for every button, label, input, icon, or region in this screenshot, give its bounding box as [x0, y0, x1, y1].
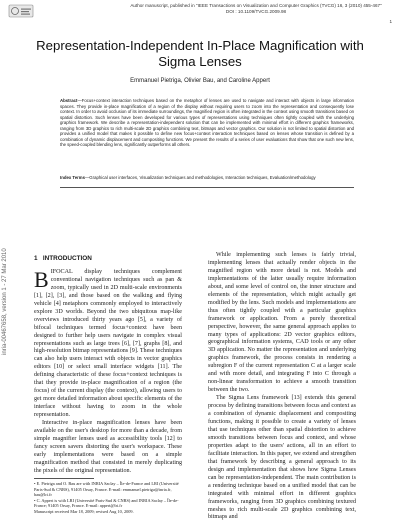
right-column [208, 252, 356, 522]
section-number: 1 [34, 255, 38, 262]
abstract [60, 98, 354, 148]
index-terms [60, 175, 354, 181]
header-doi: DOI : 10.1109/TVCG.2009.98 [225, 8, 287, 14]
footnotes [34, 481, 182, 515]
footnote-1: • E. Pietriga and O. Bau are with INRIA Saclay – Île-de-France and LRI (Université Paris-Sud & CNRS), 91405 Orsay, France. E-mail: emmanuel.pietriga@inria.fr, bau@lri.fr [34, 481, 179, 498]
right-paragraph-2: The Sigma Lens framework [13] extends this general process by defining transitions between focus and context as a combination of dynamic displacement and compositing functions, making it possible to create a variety of lenses that use techniques other than spatial distortion to achieve smooth transitions between focus and context, and whose properties adapt to the users' actions, all in an effort to facilitate interaction. In this paper, we extend and strengthen that framework by describing a general approach to its design and implementation that shows how Sigma Lenses can be representation-independent. The main contribution is a rendering technique based on a unified model that can be integrated with minimal effort in different graphics frameworks, ranging from 3D graphics combining textured meshes to rich multi-scale 2D graphics combining text, bitmaps and [208, 395, 356, 521]
abstract-rule [60, 187, 354, 188]
left-column [34, 255, 182, 476]
footnote-2: • C. Appert is with LRI (Université Paris-Sud & CNRS) and INRIA Saclay – Île-de-France; 91405 Orsay, France. E-mail: appert@lri.fr [34, 497, 179, 509]
manuscript-header [120, 3, 392, 15]
abstract-label: Abstract [60, 98, 78, 103]
ieee-logo [8, 3, 34, 19]
intro-paragraph-2: Interactive in-place magnification lenses have been available on the user's desktop for more than a decade, from simple magnifier lenses used as accessibility tools [12] to fancy screen savers distorting the user's workspace. These early implementations were based on a simple magnification method that consisted in merely duplicating the pixels of the original representation. [34, 420, 182, 474]
index-terms-label: Index Terms [60, 175, 85, 180]
drop-cap: B [34, 266, 49, 292]
abstract-text: —Focus+context interaction techniques based on the metaphor of lenses are used to navigate and interact with objects in large information spaces. They provide in-place magnification of a region of the display without requiring users to zoom into the representation and consequently lose context. In order to avoid occlusion of its immediate surroundings, the magnified region is often integrated in the context using smooth transitions based on spatial distortion. Such lenses have been developed for various types of representations using techniques often tightly coupled with the underlying graphics framework. We describe a representation-independent solution that can be implemented with minimal effort in different graphics frameworks, ranging from 3D graphics to rich multi-scale 2D graphics combining text, bitmaps and vector graphics. Our solution is not limited to spatial distortion and provides a unified model that makes it possible to define new focus+context interaction techniques based on lenses whose transition is defined by a combination of dynamic displacement and compositing functions. We present the results of a series of user evaluations that show that one such new lens, the speed-coupled blending lens, significantly outperforms all others. [60, 98, 354, 147]
section-heading [34, 255, 182, 263]
right-paragraph-1: While implementing such lenses is fairly trivial, implementing lenses that actually render objects in the magnified region with more detail is not. Models and implementations of the latter usually require information about, and some level of control on, the inner structure and elements of the representation, which might actually get modified by the lens. Such models and implementations are thus often tightly coupled with a particular graphics framework or application. From a purely theoretical perspective, however, the same general approach applies to many types of applications: 2D vector graphics editors, geographical information systems, CAD tools or any other 3D application. No matter the representation and underlying graphics framework, the process consists in rendering a subregion F of the current representation C at a larger scale and with more detail, and integrating F into C through a non-linear transformation to achieve a smooth transition between the two. [208, 252, 356, 394]
intro-paragraph-1 [34, 266, 182, 420]
section-title: INTRODUCTION [42, 255, 92, 262]
index-terms-text: —Graphical user interfaces, Visualization techniques and methodologies, Interaction techniques, Evaluation/methodology [85, 175, 316, 180]
hal-sidebar-id [0, 180, 14, 360]
page-number: 1 [389, 19, 392, 24]
paper-title: Representation-Independent In-Place Magnification with Sigma Lenses [36, 38, 364, 69]
paper-authors: Emmanuel Pietriga, Olivier Bau, and Caroline Appert [130, 78, 270, 84]
manuscript-received: Manuscript received Mar 18, 2009; revised Aug 10, 2009. [34, 508, 134, 514]
hal-id-text: inria-00467658, version 1 - 27 Mar 2010 [2, 248, 8, 355]
footnote-rule [34, 478, 94, 479]
intro-paragraph-1-text: IFOCAL display techniques complement conventional navigation techniques such as pan & zoom, typically used in 2D multi-scale environments [1], [2], [3], and those based on the walking and flying vehicle [4] metaphors commonly employed to interactively explore 3D worlds. Beyond the two ubiquitous map-like overviews introduced thirty years ago [5], a variety of bifocal techniques termed focus+context have been designed to further help users navigate in complex visual representations such as large trees [6], [7], graphs [8], and high-resolution bitmap representations [9]. These techniques can also help users interact with objects in vector graphics editors [10] or select small interface widgets [11]. The defining characteristic of these focus+context techniques is that they provide in-place magnification of a region (the focus) of the current display (the context), allowing users to get more detailed information about specific elements of the interface without having to zoom in the whole representation. [34, 268, 182, 419]
header-line-1: Author manuscript, published in "IEEE Transactions on Visualization and Computer Graphics (TVCG) 16, 3 (2010) 455-467" [130, 3, 382, 8]
